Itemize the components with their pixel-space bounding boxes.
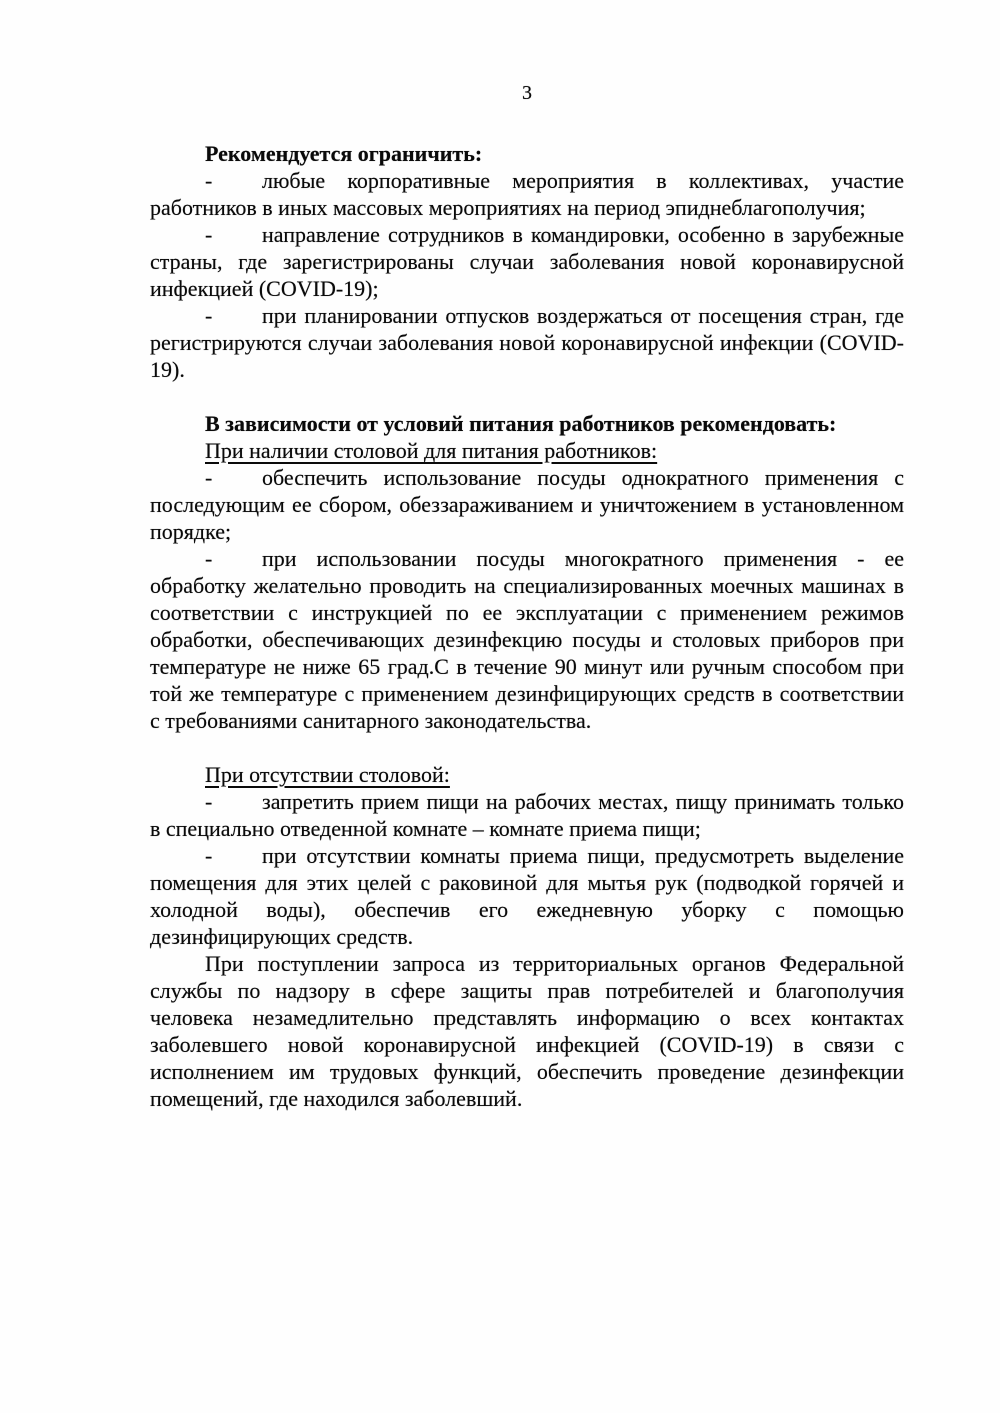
bullet-paragraph [150,302,904,383]
bullet-paragraph [150,545,904,734]
bullet-marker: - [205,789,213,814]
heading-text: Рекомендуется ограничить: [205,141,483,166]
heading-text: В зависимости от условий питания работников рекомендовать: [205,411,837,436]
paragraph-text: любые корпоративные мероприятия в коллективах, участие работников в иных массовых мероприятиях на период эпиднеблагополучия; [150,168,904,220]
heading-text: При наличии столовой для питания работников: [205,438,658,463]
bullet-marker: - [205,843,213,868]
paragraph-text: При поступлении запроса из территориальных органов Федеральной службы по надзору в сфере защиты прав потребителей и благополучия человека незамедлительно представлять информацию о всех контактах заболевшего новой коронавирусной инфекцией (COVID-19) в связи с исполнением им трудовых функций, обеспечить проведение дезинфекции помещений, где находился заболевший. [150,951,904,1111]
section-heading [150,410,904,437]
paragraph-text: при отсутствии комнаты приема пищи, предусмотреть выделение помещения для этих целей с раковиной для мытья рук (подводкой горячей и холодной воды), обеспечив его ежедневную уборку с помощью дезинфицирующих средств. [150,843,904,949]
section-heading [150,140,904,167]
body-paragraph [150,950,904,1112]
page-number: 3 [522,82,532,104]
subsection-heading-underlined [150,761,904,788]
bullet-paragraph [150,842,904,950]
paragraph-text: направление сотрудников в командировки, особенно в зарубежные страны, где зарегистрированы случаи заболевания новой коронавирусной инфекцией (COVID-19); [150,222,904,301]
bullet-paragraph [150,167,904,221]
bullet-paragraph [150,221,904,302]
bullet-marker: - [205,168,213,193]
paragraph-text: обеспечить использование посуды однократного применения с последующим ее сбором, обеззараживанием и уничтожением в установленном порядке; [150,465,904,544]
paragraph-text: при использовании посуды многократного применения - ее обработку желательно проводить на специализированных моечных машинах в соответствии с инструкцией по ее эксплуатации с применением режимов обработки, обеспечивающих дезинфекцию посуды и столовых приборов при температуре не ниже 65 град.С в течение 90 минут или ручным способом при той же температуре с применением дезинфицирующих средств в соответствии с требованиями санитарного законодательства. [150,546,904,733]
bullet-marker: - [205,303,213,328]
bullet-paragraph [150,788,904,842]
paragraph-text: запретить прием пищи на рабочих местах, пищу принимать только в специально отведенной комнате – комнате приема пищи; [150,789,904,841]
bullet-marker: - [205,546,213,571]
bullet-marker: - [205,465,213,490]
heading-text: При отсутствии столовой: [205,762,450,787]
bullet-paragraph [150,464,904,545]
bullet-marker: - [205,222,213,247]
paragraph-text: при планировании отпусков воздержаться от посещения стран, где регистрируются случаи заболевания новой коронавирусной инфекции (COVID-19). [150,303,904,382]
subsection-heading-underlined [150,437,904,464]
